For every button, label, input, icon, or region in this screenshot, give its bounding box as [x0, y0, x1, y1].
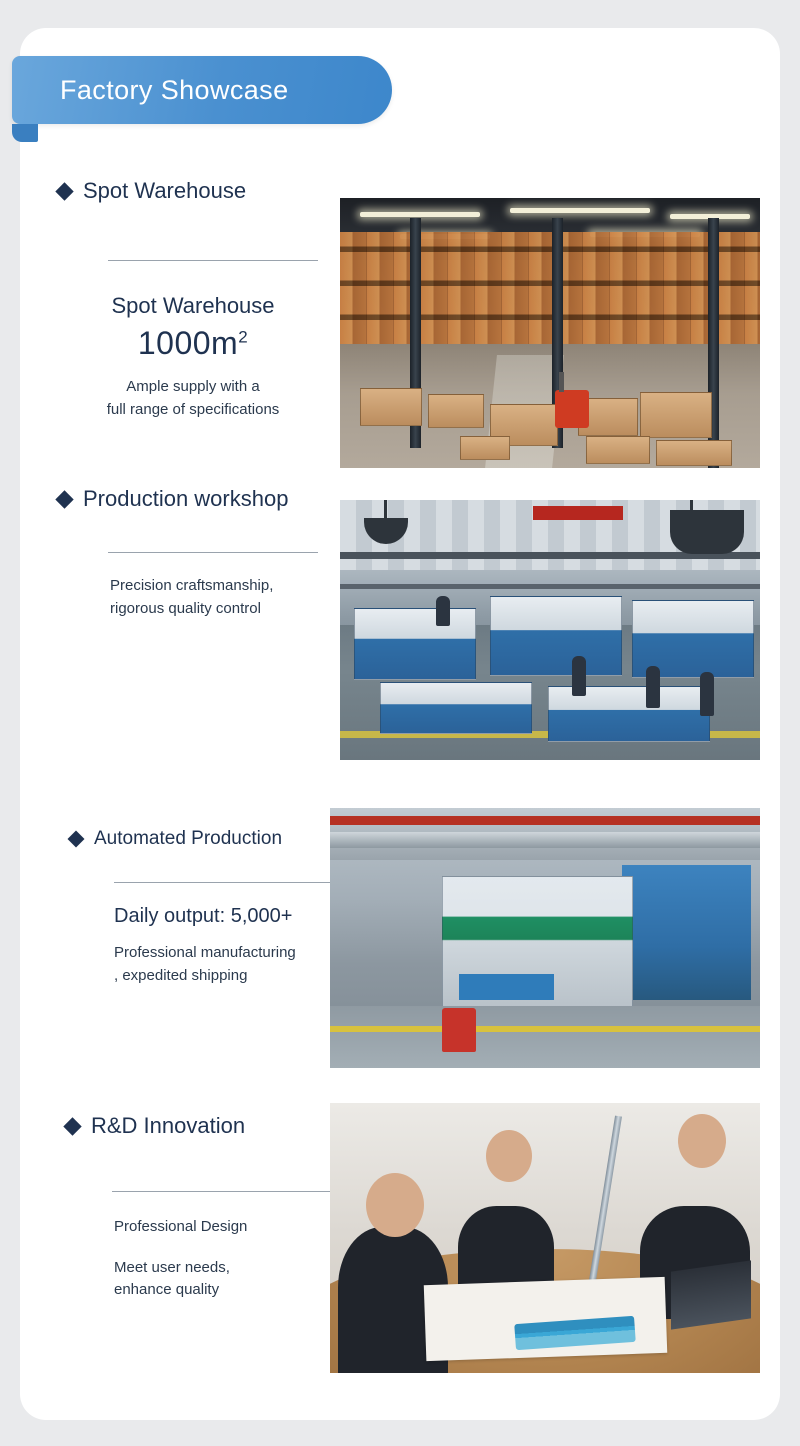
- section-2-body: [110, 575, 328, 620]
- section-3-divider: [114, 882, 344, 883]
- banner-tail-shape: [12, 124, 38, 142]
- section-4-body-a: [114, 1216, 346, 1239]
- diamond-bullet-icon: [68, 831, 85, 848]
- section-3-heading: [70, 828, 360, 850]
- section-4-text: [66, 1113, 346, 1302]
- automated-production-photo: [330, 808, 760, 1068]
- diamond-bullet-icon: [55, 490, 73, 508]
- section-4-body-line-2: Meet user needs,: [114, 1258, 230, 1276]
- section-4-heading-label: R&D Innovation: [91, 1113, 246, 1138]
- section-4-heading: [66, 1113, 346, 1139]
- spot-warehouse-photo: [340, 198, 760, 468]
- section-2-body-line-1: Precision craftsmanship,: [110, 577, 274, 594]
- section-3-body-line-1: Professional manufacturing: [114, 944, 296, 961]
- header-banner: [12, 56, 392, 124]
- production-workshop-photo: [340, 500, 760, 760]
- section-rd-innovation: [20, 1083, 780, 1383]
- section-4-body-line-3: enhance quality: [114, 1281, 220, 1298]
- section-1-divider: [108, 260, 318, 261]
- section-spot-warehouse: [20, 158, 780, 468]
- rd-innovation-photo: [330, 1103, 760, 1373]
- section-3-heading-label: Automated Production: [94, 828, 283, 849]
- section-automated-production: [20, 768, 780, 1088]
- section-2-divider: [108, 552, 318, 553]
- section-1-heading: [58, 178, 328, 204]
- section-4-body-b: [114, 1257, 346, 1302]
- diamond-bullet-icon: [55, 182, 73, 200]
- section-2-text: [58, 486, 328, 620]
- section-3-mid-line: Daily output: 5,000+: [114, 905, 293, 927]
- section-2-body-line-2: rigorous quality control: [110, 599, 261, 617]
- page-title: Factory Showcase: [60, 74, 289, 105]
- section-3-text: [70, 828, 360, 987]
- section-1-text: [58, 178, 328, 421]
- section-3-body-line-2: , expedited shipping: [114, 966, 248, 984]
- section-2-heading-label: Production workshop: [83, 486, 289, 511]
- section-1-heading-label: Spot Warehouse: [83, 178, 247, 203]
- section-1-huge-line: [58, 325, 328, 362]
- section-4-body-line-1: Professional Design: [114, 1218, 248, 1235]
- diamond-bullet-icon: [63, 1117, 81, 1135]
- section-3-body: [114, 942, 360, 987]
- section-1-body-line-1: Ample supply with a: [126, 378, 260, 395]
- section-1-area-unit-sup: 2: [238, 327, 249, 347]
- section-2-heading: [58, 486, 328, 512]
- section-1-body-line-2: full range of specifications: [106, 400, 280, 418]
- section-production-workshop: [20, 468, 780, 768]
- section-1-big-line: Spot Warehouse: [111, 293, 275, 318]
- section-1-body: [58, 376, 328, 421]
- section-4-divider: [112, 1191, 332, 1192]
- content-card: [20, 28, 780, 1420]
- section-1-area-value: 1000m: [137, 325, 239, 361]
